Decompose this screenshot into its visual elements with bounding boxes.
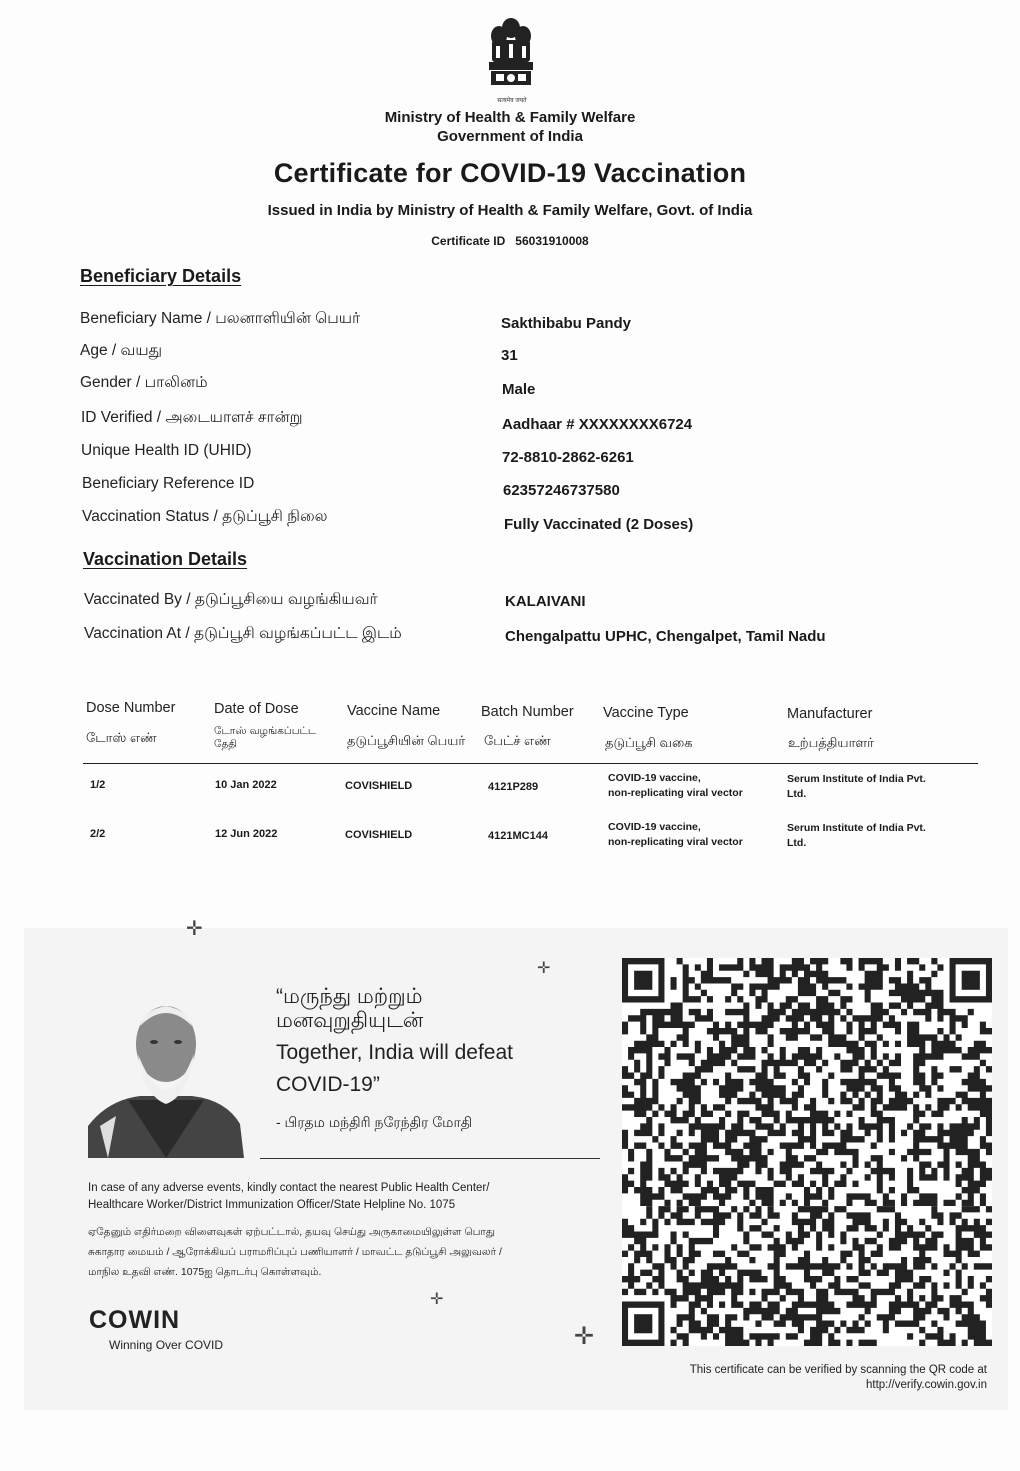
cowin-tagline: Winning Over COVID <box>109 1338 224 1352</box>
age-value: 31 <box>501 347 518 364</box>
certificate-id-value: 56031910008 <box>515 234 589 248</box>
th-date-of-dose-ta: டோஸ் வழங்கப்பட்ட தேதி <box>214 725 317 750</box>
row2-type <box>608 820 743 850</box>
row2-mfr-line2: Ltd. <box>787 837 807 849</box>
row2-mfr-line1: Serum Institute of India Pvt. <box>787 822 926 834</box>
beneficiary-name-value: Sakthibabu Pandy <box>501 315 632 332</box>
th-manufacturer: Manufacturer <box>787 706 873 722</box>
row2-type-line1: COVID-19 vaccine, <box>608 821 701 833</box>
adverse-events-en <box>88 1180 588 1214</box>
adverse-ta-line2: சுகாதார மையம் / ஆரோக்கியப் பராமரிப்புப் பணியாளர் / மாவட்ட தடுப்பூசி அலுவலர் / <box>88 1246 502 1258</box>
emblem-motto: सत्यमेव जयते <box>497 98 527 104</box>
registration-mark-icon: ✛ <box>430 1291 444 1308</box>
verify-line1: This certificate can be verified by scanning the QR code at <box>689 1364 987 1376</box>
issued-by: Issued in India by Ministry of Health & Family Welfare, Govt. of India <box>267 202 753 219</box>
th-vaccine-name-ta: தடுப்பூசியின் பெயர் <box>347 733 466 748</box>
th-dose-number: Dose Number <box>86 700 176 716</box>
th-vaccine-name: Vaccine Name <box>347 703 441 719</box>
th-vaccine-type-ta: தடுப்பூசி வகை <box>605 735 693 750</box>
row1-type-line1: COVID-19 vaccine, <box>608 772 701 784</box>
vaccination-section-title: Vaccination Details <box>83 549 248 569</box>
gender-value: Male <box>502 381 536 398</box>
row1-vaccine: COVISHIELD <box>345 780 413 792</box>
row2-date: 12 Jun 2022 <box>215 828 278 840</box>
row1-date: 10 Jan 2022 <box>215 779 277 791</box>
row1-batch: 4121P289 <box>488 781 539 793</box>
national-emblem-icon <box>482 14 540 100</box>
quote-en-line1: Together, India will defeat <box>276 1041 513 1064</box>
th-dose-number-ta: டோஸ் எண் <box>86 730 157 745</box>
ministry-name: Ministry of Health & Family Welfare <box>384 109 636 126</box>
cowin-logo: COWIN <box>89 1306 181 1334</box>
row1-manufacturer <box>787 772 926 802</box>
certificate-id-label: Certificate ID <box>431 234 506 248</box>
row2-batch: 4121MC144 <box>488 830 548 842</box>
th-batch-number: Batch Number <box>481 704 574 720</box>
registration-mark-icon: ✛ <box>537 960 551 977</box>
table-header-rule <box>83 763 978 764</box>
row2-manufacturer <box>787 821 926 851</box>
adverse-en-line1: In case of any adverse events, kindly contact the nearest Public Health Center/ <box>88 1182 490 1194</box>
qr-code-icon <box>622 958 992 1346</box>
gender-label: Gender / பாலினம் <box>80 374 208 391</box>
pm-quote <box>276 982 596 1100</box>
reference-id-label: Beneficiary Reference ID <box>82 475 255 492</box>
quote-attribution: - பிரதம மந்திரி நரேந்திர மோதி <box>276 1114 473 1130</box>
verify-line2: http://verify.cowin.gov.in <box>865 1379 987 1391</box>
id-verified-label: ID Verified / அடையாளச் சான்று <box>81 409 303 426</box>
government-name: Government of India <box>437 128 583 145</box>
portrait-icon <box>88 996 244 1158</box>
uhid-value: 72-8810-2862-6261 <box>502 449 634 466</box>
quote-en-line2: COVID-19” <box>276 1073 380 1096</box>
reference-id-value: 62357246737580 <box>503 482 620 499</box>
row1-type <box>608 771 743 801</box>
th-manufacturer-ta: உற்பத்தியாளர் <box>788 735 874 750</box>
verify-note <box>600 1363 987 1393</box>
th-batch-number-ta: பேட்ச் எண் <box>484 733 551 748</box>
vaccination-at-value: Chengalpattu UPHC, Chengalpet, Tamil Nadu <box>505 628 826 645</box>
row2-type-line2: non-replicating viral vector <box>608 836 743 848</box>
quote-ta-line1: “மருந்து மற்றும் <box>276 985 423 1008</box>
row1-type-line2: non-replicating viral vector <box>608 787 743 799</box>
vaccinated-by-value: KALAIVANI <box>505 593 586 610</box>
adverse-ta-line1: ஏதேனும் எதிர்மறை விளைவுகள் ஏற்பட்டால், தயவு செய்து அருகாமையிலுள்ள பொது <box>88 1226 495 1238</box>
beneficiary-section-title: Beneficiary Details <box>80 266 242 286</box>
registration-mark-icon: ✛ <box>186 918 203 940</box>
uhid-label: Unique Health ID (UHID) <box>81 442 252 459</box>
adverse-en-line2: Healthcare Worker/District Immunization Officer/State Helpline No. 1075 <box>88 1199 456 1211</box>
row2-dose: 2/2 <box>90 828 106 840</box>
vaccinated-by-label: Vaccinated By / தடுப்பூசியை வழங்கியவர் <box>84 591 378 608</box>
row1-mfr-line2: Ltd. <box>787 788 807 800</box>
row2-vaccine: COVISHIELD <box>345 829 413 841</box>
row1-mfr-line1: Serum Institute of India Pvt. <box>787 773 926 785</box>
certificate-title: Certificate for COVID-19 Vaccination <box>273 158 747 188</box>
quote-divider <box>260 1158 600 1159</box>
th-vaccine-type: Vaccine Type <box>603 705 689 721</box>
age-label: Age / வயது <box>80 342 163 359</box>
registration-mark-icon: ✛ <box>574 1323 595 1350</box>
certificate-id-line <box>0 234 1020 248</box>
th-date-of-dose: Date of Dose <box>214 701 299 717</box>
vaccination-status-value: Fully Vaccinated (2 Doses) <box>504 516 694 533</box>
row1-dose: 1/2 <box>90 779 106 791</box>
vaccination-at-label: Vaccination At / தடுப்பூசி வழங்கப்பட்ட இடம் <box>84 625 402 642</box>
quote-ta-line2: மனவுறுதியுடன் <box>276 1009 424 1032</box>
adverse-events-ta <box>88 1222 598 1282</box>
beneficiary-name-label: Beneficiary Name / பலனாளியின் பெயர் <box>80 310 361 327</box>
id-verified-value: Aadhaar # XXXXXXXX6724 <box>502 416 693 433</box>
vaccination-status-label: Vaccination Status / தடுப்பூசி நிலை <box>82 508 328 525</box>
adverse-ta-line3: மாநில உதவி எண். 1075ஐ தொடர்பு கொள்ளவும். <box>88 1266 322 1278</box>
